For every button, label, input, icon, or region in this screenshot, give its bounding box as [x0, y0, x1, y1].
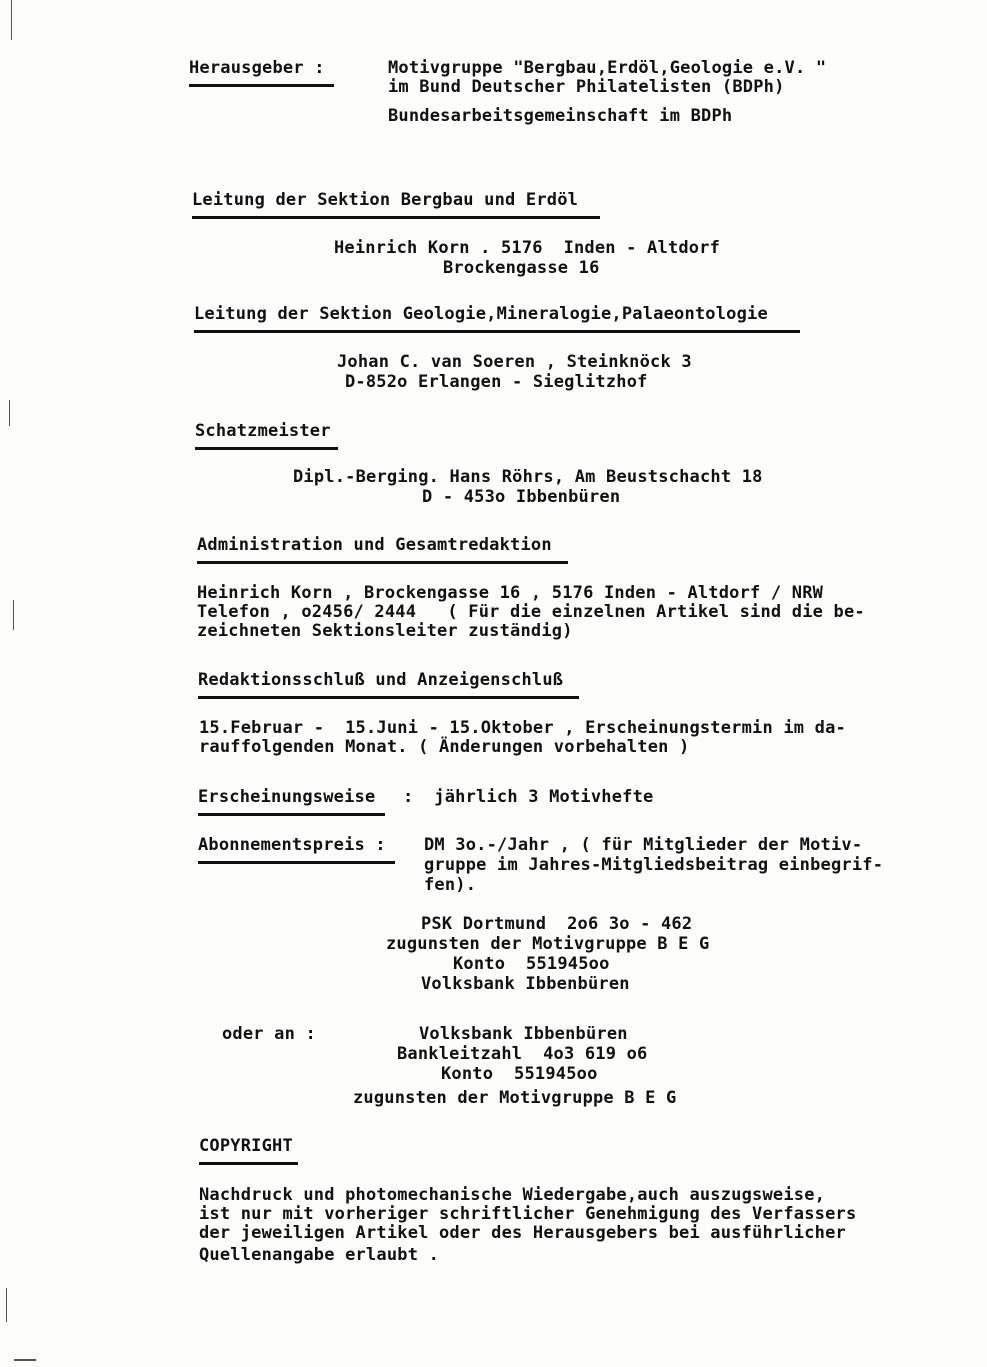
- administration-line2: Telefon , o2456/ 2444 ( Für die einzelnen Artikel sind die be-: [197, 602, 865, 622]
- scan-edge-mark: [6, 1288, 7, 1322]
- scan-edge-mark: [11, 0, 12, 40]
- subscription-label: Abonnementspreis :: [198, 835, 386, 855]
- publisher-label-underline: [189, 84, 334, 87]
- mining-heading-underline: [192, 216, 600, 219]
- copyright-line3: der jeweiligen Artikel oder des Herausgebers bei ausführlicher: [199, 1223, 846, 1243]
- treasurer-heading: Schatzmeister: [195, 421, 331, 441]
- mining-contact-line1: Heinrich Korn . 5176 Inden - Altdorf: [334, 238, 721, 258]
- bank1-line3: Konto 551945oo: [453, 954, 610, 974]
- treasurer-heading-underline: [195, 447, 338, 450]
- publisher-label: Herausgeber :: [189, 58, 325, 78]
- deadline-heading-underline: [198, 696, 579, 699]
- subscription-price-line1: DM 3o.-/Jahr , ( für Mitglieder der Motiv-: [424, 835, 863, 855]
- mining-contact-line2: Brockengasse 16: [443, 258, 600, 278]
- scan-edge-mark: [13, 600, 14, 630]
- bank1-line4: Volksbank Ibbenbüren: [421, 974, 630, 994]
- deadline-line1: 15.Februar - 15.Juni - 15.Oktober , Erscheinungstermin im da-: [199, 718, 846, 738]
- administration-heading: Administration und Gesamtredaktion: [197, 535, 552, 555]
- frequency-value: : jährlich 3 Motivhefte: [403, 787, 654, 807]
- bank2-line3: Konto 551945oo: [441, 1064, 598, 1084]
- administration-line3: zeichneten Sektionsleiter zuständig): [197, 621, 573, 641]
- deadline-heading: Redaktionsschluß und Anzeigenschluß: [198, 670, 564, 690]
- treasurer-contact-line2: D - 453o Ibbenbüren: [422, 487, 621, 507]
- publisher-name-line1: Motivgruppe "Bergbau,Erdöl,Geologie e.V. ": [388, 58, 827, 78]
- subscription-price-line2: gruppe im Jahres-Mitgliedsbeitrag einbegrif-: [424, 855, 884, 875]
- copyright-line2: ist nur mit vorheriger schriftlicher Genehmigung des Verfassers: [199, 1204, 857, 1224]
- geology-heading-underline: [194, 330, 800, 333]
- subscription-price-line3: fen).: [424, 875, 477, 895]
- or-label: oder an :: [222, 1024, 316, 1044]
- frequency-label: Erscheinungsweise: [198, 787, 376, 807]
- copyright-line4: Quellenangabe erlaubt .: [199, 1245, 440, 1265]
- mining-heading: Leitung der Sektion Bergbau und Erdöl: [192, 190, 579, 210]
- geology-heading: Leitung der Sektion Geologie,Mineralogie,Palaeontologie: [194, 304, 768, 324]
- administration-heading-underline: [197, 561, 568, 564]
- treasurer-contact-line1: Dipl.-Berging. Hans Röhrs, Am Beustschacht 18: [293, 467, 763, 487]
- subscription-label-underline: [198, 861, 395, 864]
- geology-contact-line2: D-852o Erlangen - Sieglitzhof: [345, 372, 648, 392]
- bank2-line1: Volksbank Ibbenbüren: [419, 1024, 628, 1044]
- copyright-heading: COPYRIGHT: [199, 1136, 293, 1156]
- bank1-line1: PSK Dortmund 2o6 3o - 462: [421, 914, 693, 934]
- bank1-line2: zugunsten der Motivgruppe B E G: [386, 934, 710, 954]
- publisher-name-line3: Bundesarbeitsgemeinschaft im BDPh: [388, 106, 733, 126]
- scan-edge-mark: [14, 1359, 36, 1361]
- administration-line1: Heinrich Korn , Brockengasse 16 , 5176 Inden - Altdorf / NRW: [197, 583, 824, 603]
- frequency-label-underline: [198, 813, 385, 816]
- copyright-heading-underline: [199, 1162, 298, 1165]
- publisher-name-line2: im Bund Deutscher Philatelisten (BDPh): [388, 77, 785, 97]
- geology-contact-line1: Johan C. van Soeren , Steinknöck 3: [337, 352, 692, 372]
- scan-edge-mark: [9, 400, 10, 426]
- bank2-line2: Bankleitzahl 4o3 619 o6: [397, 1044, 648, 1064]
- bank2-line4: zugunsten der Motivgruppe B E G: [353, 1088, 677, 1108]
- deadline-line2: rauffolgenden Monat. ( Änderungen vorbehalten ): [199, 737, 690, 757]
- copyright-line1: Nachdruck und photomechanische Wiedergabe,auch auszugsweise,: [199, 1185, 826, 1205]
